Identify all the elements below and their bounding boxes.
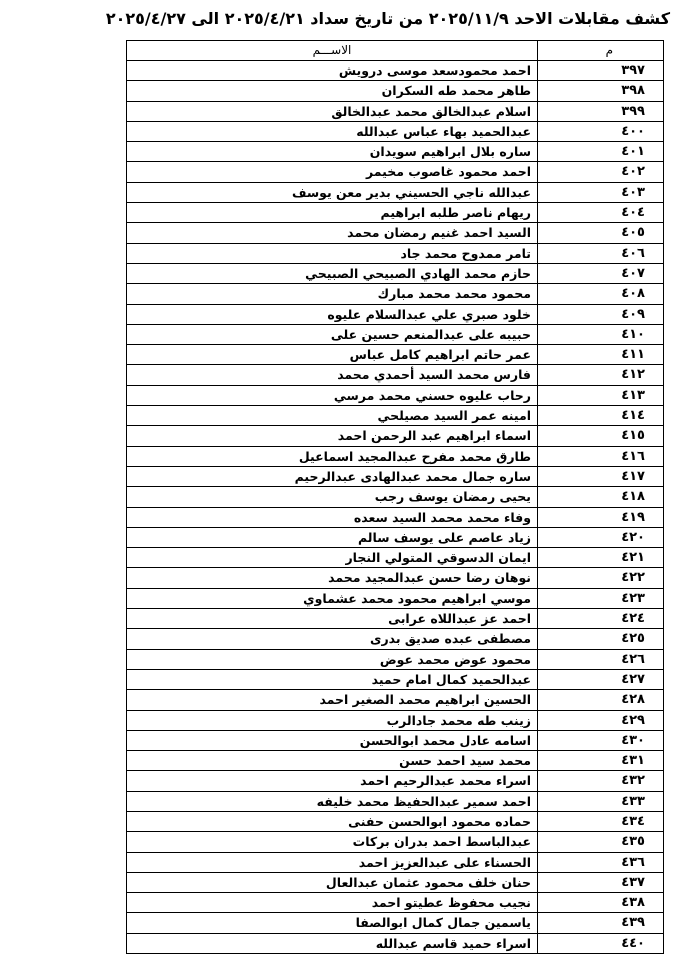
row-name: الحسين ابراهيم محمد الصغير احمد — [319, 692, 531, 708]
row-name: اسلام عبدالخالق محمد عبدالخالق — [331, 103, 531, 119]
row-name: ساره بلال ابراهيم سويدان — [369, 144, 531, 160]
table-row — [127, 791, 663, 811]
row-name: عمر حاتم ابراهيم كامل عباس — [349, 347, 531, 363]
row-number: ٤١٨ — [537, 487, 663, 506]
table-row — [127, 608, 663, 628]
table-row — [127, 547, 663, 567]
row-name: حماده محمود ابوالحسن حفنى — [348, 813, 531, 829]
row-name: احمد محمود غاصوب مخيمر — [365, 164, 531, 180]
table-row — [127, 669, 663, 689]
table-row — [127, 730, 663, 750]
table-row — [127, 689, 663, 709]
row-name: وفاء محمد محمد السيد سعده — [353, 509, 531, 525]
row-name: عبدالحميد كمال امام حميد — [371, 671, 531, 687]
row-name: ريهام ناصر طلبه ابراهيم — [380, 205, 531, 221]
row-number: ٣٩٩ — [537, 102, 663, 121]
row-name: فارس محمد السيد أحمدي محمد — [337, 367, 531, 383]
row-number: ٤٠٩ — [537, 305, 663, 324]
row-name: تامر ممدوح محمد جاد — [400, 245, 531, 261]
table-row — [127, 507, 663, 527]
row-name: زينب طه محمد جادالرب — [386, 712, 531, 728]
table-row — [127, 222, 663, 242]
table-row — [127, 872, 663, 892]
row-number: ٤١٠ — [537, 325, 663, 344]
row-number: ٤٢٣ — [537, 589, 663, 608]
row-name: احمد عز عبداللاه عرابى — [388, 611, 531, 627]
row-name: رحاب عليوه حسني محمد مرسي — [333, 387, 531, 403]
row-number: ٤٠٢ — [537, 162, 663, 181]
row-name: طارق محمد مفرح عبدالمجيد اسماعيل — [298, 448, 531, 464]
row-number: ٤٢٦ — [537, 650, 663, 669]
row-name: الحسناء على عبدالعزيز احمد — [358, 854, 531, 870]
table-row — [127, 385, 663, 405]
table-row — [127, 101, 663, 121]
row-number: ٤١٥ — [537, 426, 663, 445]
row-number: ٤٠٣ — [537, 183, 663, 202]
header-number: م — [537, 41, 663, 60]
row-number: ٤٣٨ — [537, 893, 663, 912]
row-number: ٤٢٠ — [537, 528, 663, 547]
row-number: ٤٢٩ — [537, 711, 663, 730]
table-header-row — [127, 41, 663, 60]
table-row — [127, 161, 663, 181]
row-number: ٤١٤ — [537, 406, 663, 425]
table-row — [127, 466, 663, 486]
row-number: ٤٠٥ — [537, 223, 663, 242]
row-number: ٤٢١ — [537, 548, 663, 567]
row-number: ٣٩٧ — [537, 61, 663, 80]
row-name: احمد سمير عبدالحفيظ محمد خليفه — [316, 793, 531, 809]
row-number: ٤١٢ — [537, 365, 663, 384]
table-row — [127, 121, 663, 141]
table-row — [127, 446, 663, 466]
row-number: ٤٠٤ — [537, 203, 663, 222]
row-number: ٤٣٢ — [537, 771, 663, 790]
table-row — [127, 933, 663, 953]
table-row — [127, 344, 663, 364]
header-name: الاســـم — [312, 43, 352, 57]
table-row — [127, 263, 663, 283]
table-row — [127, 770, 663, 790]
row-name: اسراء حميد قاسم عبدالله — [375, 935, 531, 951]
table-row — [127, 527, 663, 547]
row-name: حازم محمد الهادي الصبيحي الصبيحي — [305, 265, 531, 281]
row-number: ٤٢٧ — [537, 670, 663, 689]
row-name: اسامه عادل محمد ابوالحسن — [359, 732, 531, 748]
table-row — [127, 364, 663, 384]
table-row — [127, 649, 663, 669]
row-number: ٤٣١ — [537, 751, 663, 770]
row-number: ٤٠٦ — [537, 244, 663, 263]
table-row — [127, 588, 663, 608]
row-number: ٤٠٧ — [537, 264, 663, 283]
row-name: اسراء محمد عبدالرحيم احمد — [360, 773, 531, 789]
row-number: ٤٠١ — [537, 142, 663, 161]
row-name: حنان خلف محمود عثمان عبدالعال — [325, 874, 531, 890]
table-row — [127, 811, 663, 831]
row-name: طاهر محمد طه السكران — [381, 83, 531, 99]
row-name: موسي ابراهيم محمود محمد عشماوي — [303, 590, 531, 606]
row-number: ٤٢٤ — [537, 609, 663, 628]
row-name: نجيب محفوظ عطيتو احمد — [371, 895, 531, 911]
table-row — [127, 324, 663, 344]
row-number: ٤٤٠ — [537, 934, 663, 953]
row-number: ٤٠٠ — [537, 122, 663, 141]
row-name: اسماء ابراهيم عبد الرحمن احمد — [337, 428, 531, 444]
row-name: ياسمين جمال كمال ابوالصفا — [355, 915, 531, 931]
row-number: ٤٢٨ — [537, 690, 663, 709]
document-title: كشف مقابلات الاحد ٢٠٢٥/١١/٩ من تاريخ سداد ٢٠٢٥/٤/٢١ الى ٢٠٢٥/٤/٢٧ — [105, 9, 670, 28]
row-name: محمود محمد محمد مبارك — [377, 286, 531, 302]
row-number: ٤٣٧ — [537, 873, 663, 892]
row-number: ٤٣٠ — [537, 731, 663, 750]
row-number: ٤١٧ — [537, 467, 663, 486]
row-number: ٣٩٨ — [537, 81, 663, 100]
row-number: ٤٣٣ — [537, 792, 663, 811]
table-row — [127, 628, 663, 648]
row-name: السيد احمد غنيم رمضان محمد — [347, 225, 531, 241]
table-row — [127, 912, 663, 932]
row-number: ٤٢٢ — [537, 568, 663, 587]
row-number: ٤١٦ — [537, 447, 663, 466]
row-name: ساره جمال محمد عبدالهادى عبدالرحيم — [294, 468, 531, 484]
table-row — [127, 182, 663, 202]
row-name: نوهان رضا حسن عبدالمجيد محمد — [328, 570, 531, 586]
table-row — [127, 831, 663, 851]
names-table — [126, 40, 664, 954]
row-name: يحيى رمضان يوسف رجب — [374, 489, 531, 505]
row-number: ٤١١ — [537, 345, 663, 364]
row-number: ٤٣٦ — [537, 853, 663, 872]
table-row — [127, 567, 663, 587]
row-number: ٤٣٤ — [537, 812, 663, 831]
table-row — [127, 202, 663, 222]
table-row — [127, 710, 663, 730]
row-name: ايمان الدسوقي المتولي النجار — [345, 550, 531, 566]
row-name: زياد عاصم على يوسف سالم — [358, 529, 531, 545]
table-row — [127, 80, 663, 100]
row-number: ٤٣٩ — [537, 913, 663, 932]
row-name: امينه عمر السيد مصيلحي — [377, 408, 531, 424]
row-name: احمد محمودسعد موسى درويش — [338, 63, 531, 78]
row-name: محمود عوض محمد عوض — [379, 651, 531, 667]
table-row — [127, 141, 663, 161]
row-number: ٤٣٥ — [537, 832, 663, 851]
table-row — [127, 243, 663, 263]
table-row — [127, 60, 663, 80]
table-row — [127, 304, 663, 324]
table-row — [127, 750, 663, 770]
row-name: عبدالحميد بهاء عباس عبدالله — [356, 123, 531, 139]
row-number: ٤١٣ — [537, 386, 663, 405]
row-name: خلود صبري علي عبدالسلام عليوه — [327, 306, 531, 322]
row-number: ٤٠٨ — [537, 284, 663, 303]
table-row — [127, 425, 663, 445]
row-number: ٤١٩ — [537, 508, 663, 527]
row-name: محمد سيد احمد حسن — [399, 753, 531, 769]
table-row — [127, 486, 663, 506]
row-name: مصطفى عبده صديق بدرى — [370, 631, 531, 647]
row-number: ٤٢٥ — [537, 629, 663, 648]
table-row — [127, 405, 663, 425]
table-row — [127, 852, 663, 872]
row-name: عبدالباسط احمد بدران بركات — [352, 834, 531, 850]
row-name: حبيبه على عبدالمنعم حسين على — [330, 326, 531, 342]
table-row — [127, 283, 663, 303]
row-name: عبدالله ناجي الحسيني بدير معن يوسف — [291, 184, 531, 200]
table-row — [127, 892, 663, 912]
